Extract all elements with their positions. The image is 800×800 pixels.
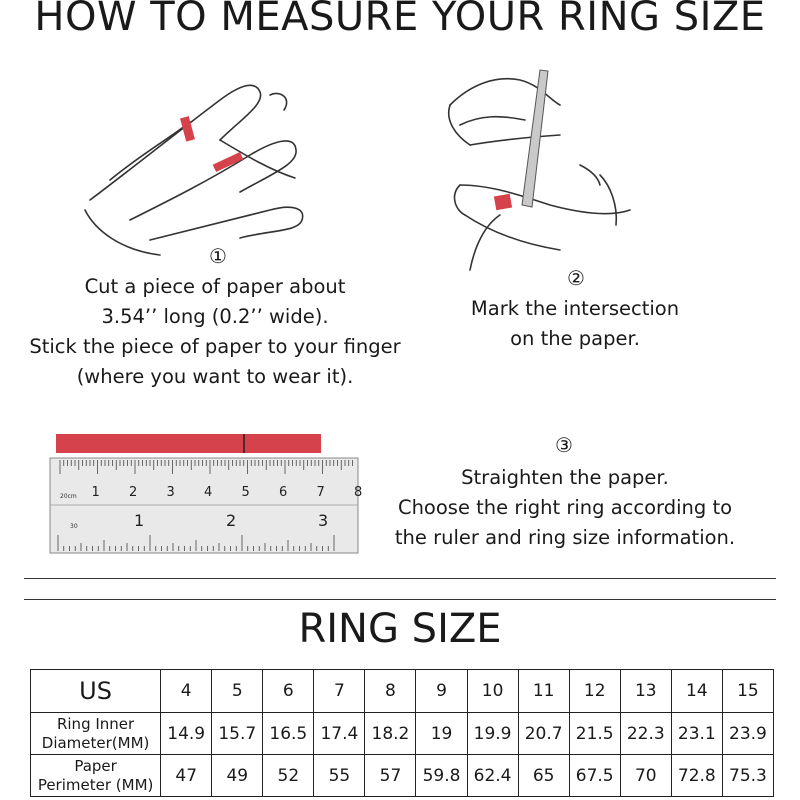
step-2-number: ②	[567, 266, 585, 290]
step-3-number: ③	[555, 433, 573, 457]
row-header-us: US	[31, 670, 161, 713]
table-cell-diameter: 23.9	[722, 713, 773, 755]
table-row-perimeter	[31, 755, 774, 797]
ruler-cm-unit: 20cm	[60, 493, 77, 500]
table-cell-perimeter: 65	[518, 755, 569, 797]
table-cell-diameter: 19	[416, 713, 467, 755]
table-cell-perimeter: 70	[620, 755, 671, 797]
table-cell-diameter: 21.5	[569, 713, 620, 755]
table-cell-perimeter: 59.8	[416, 755, 467, 797]
table-cell-diameter: 20.7	[518, 713, 569, 755]
ruler-cm-label: 2	[129, 485, 138, 500]
table-cell-diameter: 14.9	[161, 713, 212, 755]
ruler-inch-label: 2	[226, 511, 237, 530]
table-cell-us: 11	[518, 670, 569, 713]
table-cell-diameter: 19.9	[467, 713, 518, 755]
ruler	[50, 458, 363, 554]
table-cell-us: 6	[263, 670, 314, 713]
table-cell-perimeter: 62.4	[467, 755, 518, 797]
step-1-line: Cut a piece of paper about	[84, 275, 346, 298]
ring-size-table	[30, 669, 774, 797]
page-title: HOW TO MEASURE YOUR RING SIZE	[34, 0, 766, 40]
table-cell-us: 10	[467, 670, 518, 713]
step-1-number: ①	[209, 244, 227, 268]
table-cell-us: 7	[314, 670, 365, 713]
ruler-cm-label: 4	[204, 485, 213, 500]
table-cell-perimeter: 75.3	[722, 755, 773, 797]
table-cell-perimeter: 67.5	[569, 755, 620, 797]
table-cell-us: 9	[416, 670, 467, 713]
row-header-line: Diameter(MM)	[41, 733, 150, 752]
table-cell-perimeter: 57	[365, 755, 416, 797]
ruler-cm-label: 5	[241, 485, 250, 500]
table-cell-us: 12	[569, 670, 620, 713]
ruler-cm-label: 8	[354, 485, 363, 500]
table-row-diameter	[31, 713, 774, 755]
table-cell-diameter: 18.2	[365, 713, 416, 755]
pen-marking-illustration	[440, 65, 640, 270]
table-cell-perimeter: 72.8	[671, 755, 722, 797]
ruler-inch-unit: 30	[70, 523, 78, 530]
table-cell-perimeter: 55	[314, 755, 365, 797]
ring-size-title: RING SIZE	[298, 606, 502, 652]
step-2-line: on the paper.	[510, 327, 640, 350]
ruler-cm-label: 1	[91, 485, 100, 500]
step-2-line: Mark the intersection	[470, 297, 680, 320]
ruler-inch-label: 1	[134, 511, 145, 530]
table-cell-us: 13	[620, 670, 671, 713]
table-cell-us: 8	[365, 670, 416, 713]
hand-with-paper-illustration	[70, 60, 330, 260]
table-cell-diameter: 23.1	[671, 713, 722, 755]
divider-line	[24, 599, 776, 600]
table-cell-diameter: 22.3	[620, 713, 671, 755]
row-header-line: Perimeter (MM)	[37, 775, 154, 794]
table-cell-us: 14	[671, 670, 722, 713]
table-cell-perimeter: 52	[263, 755, 314, 797]
table-row-us	[31, 670, 774, 713]
paper-strip	[56, 434, 322, 454]
step-3-line: Choose the right ring according to	[397, 496, 733, 519]
step-1-text	[0, 272, 430, 392]
ruler-inch-label: 3	[318, 511, 329, 530]
step-1-line: 3.54’’ long (0.2’’ wide).	[101, 305, 329, 328]
ruler-cm-label: 7	[316, 485, 325, 500]
ruler-cm-label: 3	[166, 485, 175, 500]
step-1-line: (where you want to wear it).	[76, 365, 354, 388]
divider-line	[24, 578, 776, 579]
step-3-line: Straighten the paper.	[461, 466, 669, 489]
table-cell-us: 15	[722, 670, 773, 713]
step-2-text	[420, 294, 730, 354]
step-3-line: the ruler and ring size information.	[394, 526, 736, 549]
row-header-line: Ring Inner	[56, 714, 135, 733]
table-cell-diameter: 15.7	[212, 713, 263, 755]
table-cell-diameter: 17.4	[314, 713, 365, 755]
step-3-text	[385, 463, 745, 553]
row-header-perimeter	[31, 755, 161, 797]
ruler-cm-label: 6	[279, 485, 288, 500]
row-header-diameter	[31, 713, 161, 755]
table-cell-diameter: 16.5	[263, 713, 314, 755]
table-cell-us: 4	[161, 670, 212, 713]
table-cell-perimeter: 49	[212, 755, 263, 797]
row-header-line: Paper	[74, 756, 117, 775]
table-cell-us: 5	[212, 670, 263, 713]
table-cell-perimeter: 47	[161, 755, 212, 797]
step-1-line: Stick the piece of paper to your finger	[29, 335, 401, 358]
